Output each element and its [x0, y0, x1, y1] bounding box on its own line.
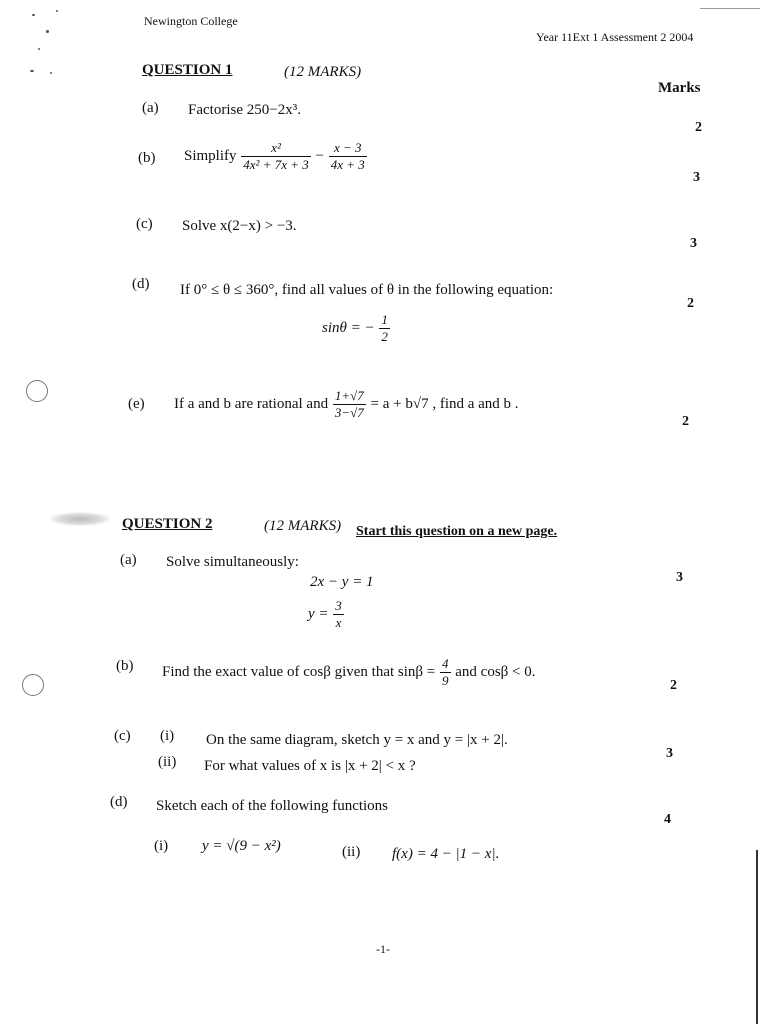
q2c-i-label: (i) — [160, 728, 175, 744]
q1b-expression — [184, 140, 368, 173]
school-name: Newington College — [144, 14, 238, 28]
scan-edge-line — [756, 850, 758, 1024]
assessment-title: Year 11Ext 1 Assessment 2 2004 — [536, 30, 694, 44]
q2c-mark: 3 — [666, 746, 673, 761]
q1e-text: If a and b are rational and — [174, 395, 329, 412]
q2b-label: (b) — [116, 658, 134, 674]
q2c-ii-text: For what values of x is |x + 2| < x ? — [204, 758, 416, 774]
q2c-i-text: On the same diagram, sketch y = x and y = |x + 2|. — [206, 732, 508, 748]
q1e-expression — [174, 388, 519, 421]
q1c-label: (c) — [136, 216, 153, 232]
q2-marks-total: (12 MARKS) — [264, 518, 342, 534]
q2d-ii-text: f(x) = 4 − |1 − x|. — [392, 846, 500, 862]
q1d-mark: 2 — [687, 296, 694, 311]
q1d-eq-den: 2 — [381, 329, 388, 344]
q1d-label: (d) — [132, 276, 150, 292]
q1-marks-total: (12 MARKS) — [284, 64, 362, 80]
q2a-eq1: 2x − y = 1 — [310, 574, 374, 590]
q2b-fraction — [440, 656, 451, 689]
q1b-fraction-1 — [241, 140, 310, 173]
q2a-fraction — [333, 598, 344, 631]
scan-speck — [38, 48, 40, 50]
marks-heading: Marks — [658, 80, 701, 96]
q1d-eq-left: sinθ = − — [322, 319, 375, 336]
q2b-den: 9 — [442, 673, 449, 688]
punch-hole — [26, 380, 48, 402]
q2-title: QUESTION 2 — [122, 516, 213, 532]
q1c-mark: 3 — [690, 236, 697, 251]
q2c-label: (c) — [114, 728, 131, 744]
q2a-text: Solve simultaneously: — [166, 554, 299, 570]
q2a-eq2 — [308, 598, 345, 631]
scan-speck — [30, 70, 34, 72]
q2b-rest: and cosβ < 0. — [455, 663, 536, 680]
q2a-mark: 3 — [676, 570, 683, 585]
scan-edge-line — [700, 8, 760, 9]
q1d-fraction — [379, 312, 390, 345]
q1d-eq-num: 1 — [381, 312, 388, 327]
q2d-i-label: (i) — [154, 838, 169, 854]
q1b-text: Simplify — [184, 147, 237, 164]
scan-smudge — [50, 512, 110, 526]
q2d-ii-label: (ii) — [342, 844, 361, 860]
q2b-text: Find the exact value of cosβ given that sinβ = — [162, 663, 436, 680]
q2a-eq2-den: x — [335, 615, 342, 630]
q1b-num2: x − 3 — [329, 140, 367, 157]
minus-sign: − — [315, 147, 324, 164]
scan-speck — [50, 72, 52, 74]
q2d-mark: 4 — [664, 812, 671, 827]
q1b-num1: x² — [241, 140, 310, 157]
q1b-fraction-2 — [329, 140, 367, 173]
q1b-den1: 4x² + 7x + 3 — [243, 157, 309, 172]
q1b-den2: 4x + 3 — [330, 157, 365, 172]
q2a-eq2-num: 3 — [335, 598, 342, 613]
q1b-label: (b) — [138, 150, 156, 166]
q1e-label: (e) — [128, 396, 145, 412]
q1e-mark: 2 — [682, 414, 689, 429]
q2d-text: Sketch each of the following functions — [156, 798, 389, 814]
q1d-text: If 0° ≤ θ ≤ 360°, find all values of θ in the following equation: — [180, 282, 554, 298]
q2c-ii-label: (ii) — [158, 754, 177, 770]
q2-new-page-note: Start this question on a new page. — [356, 524, 558, 539]
q1e-num: 1+√7 — [334, 388, 364, 403]
q2a-eq2-left: y = — [308, 605, 329, 622]
punch-hole — [22, 674, 44, 696]
q1e-rest: = a + b√7 , find a and b . — [370, 395, 519, 412]
q1a-label: (a) — [142, 100, 159, 116]
q2a-label: (a) — [120, 552, 137, 568]
q2b-num: 4 — [442, 656, 449, 671]
scan-speck — [32, 14, 35, 16]
q1a-mark: 2 — [695, 120, 702, 135]
q1b-mark: 3 — [693, 170, 700, 185]
page-number: -1- — [376, 942, 390, 956]
q1c-text: Solve x(2−x) > −3. — [182, 218, 297, 234]
scan-speck — [56, 10, 58, 12]
q1e-den: 3−√7 — [334, 405, 364, 420]
q2d-i-text: y = √(9 − x²) — [202, 838, 281, 854]
q1-title: QUESTION 1 — [142, 62, 233, 78]
q1a-text: Factorise 250−2x³. — [188, 102, 301, 118]
q2b-expression — [162, 656, 536, 689]
scan-speck — [46, 30, 49, 33]
q1e-fraction — [333, 388, 366, 421]
q2d-label: (d) — [110, 794, 128, 810]
q2b-mark: 2 — [670, 678, 677, 693]
q1d-equation — [322, 312, 391, 345]
